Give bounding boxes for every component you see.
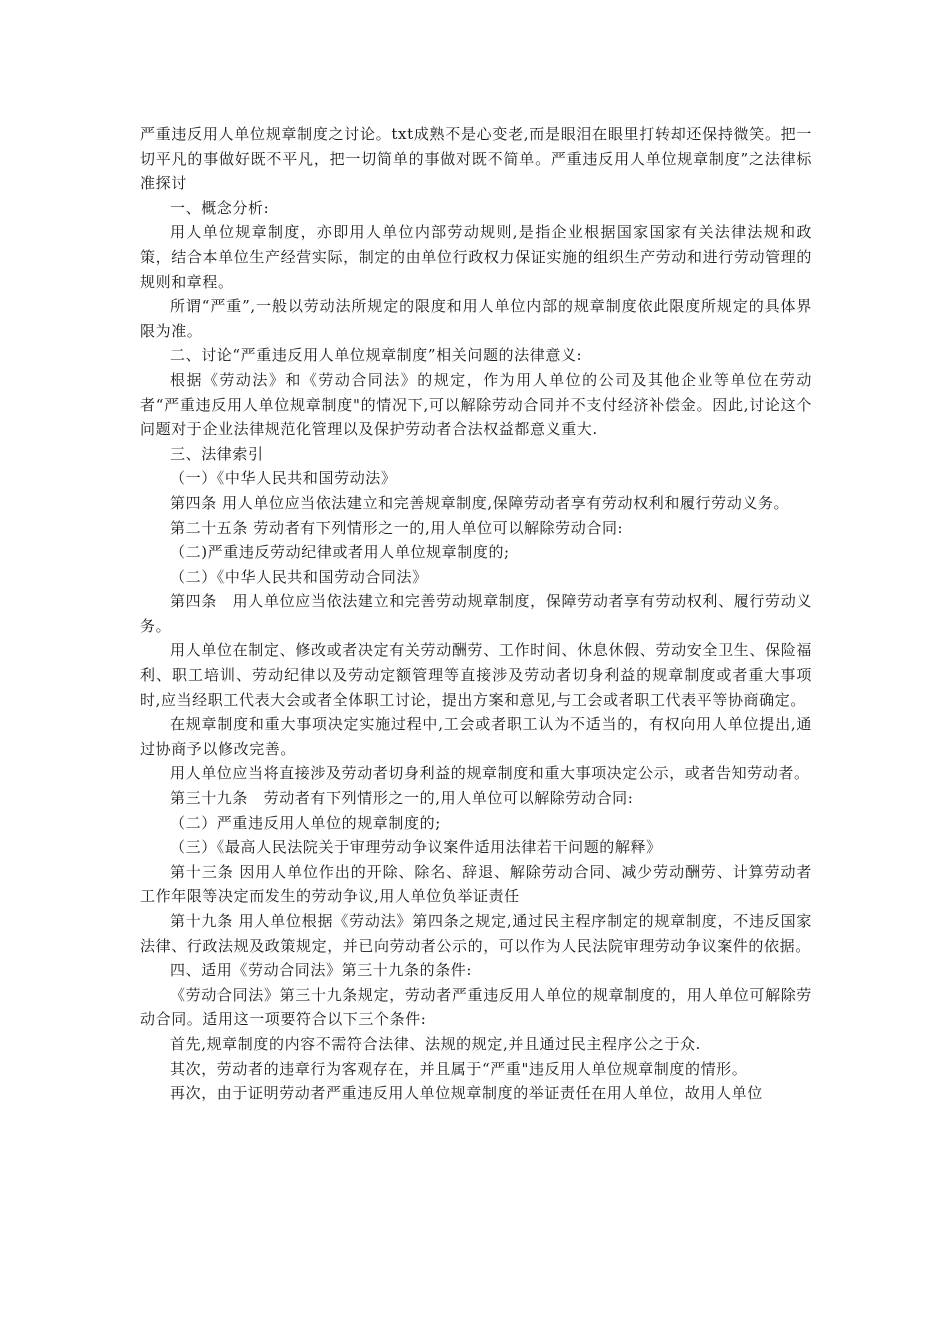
paragraph-serious-meaning: 所谓“严重”,一般以劳动法所规定的限度和用人单位内部的规章制度依此限度所规定的具体界限为准。 [140,297,812,340]
subheading-labor-contract-law: （二）《中华人民共和国劳动合同法》 [170,567,428,586]
subheading-labor-law: （一）《中华人民共和国劳动法》 [170,469,397,488]
paragraph-rule-making: 用人单位在制定、修改或者决定有关劳动酬劳、工作时间、休息休假、劳动安全卫生、保险福利、职工培训、劳动纪律以及劳动定额管理等直接涉及劳动者切身利益的规章制度或者重大事项时,应当经职工代表大会或者全体职工讨论，提出方案和意见,与工会或者职工代表平等协商确定。 [140,641,812,709]
section-heading-conditions: 四、适用《劳动合同法》第三十九条的条件: [170,961,473,980]
intro-paragraph: 严重违反用人单位规章制度之讨论。txt成熟不是心变老,而是眼泪在眼里打转却还保持微笑。把一切平凡的事做好既不平凡，把一切简单的事做对既不简单。严重违反用人单位规章制度”之法律标准探讨 [140,125,812,193]
article-25-labor-law: 第二十五条 劳动者有下列情形之一的,用人单位可以解除劳动合同: [170,518,624,537]
section-heading-concept: 一、概念分析: [170,198,270,217]
article-25-item-2: （二)严重违反劳动纪律或者用人单位规章制度的; [170,543,510,562]
paragraph-implementation: 在规章制度和重大事项决定实施过程中,工会或者职工认为不适当的，有权向用人单位提出,通过协商予以修改完善。 [140,715,812,758]
section-heading-legal-index: 三、法律索引 [170,444,264,463]
paragraph-legal-significance: 根据《劳动法》和《劳动合同法》的规定，作为用人单位的公司及其他企业等单位在劳动者“严重违反用人单位规章制度"的情况下,可以解除劳动合同并不支付经济补偿金。因此,讨论这个问题对于企业法律规范化管理以及保护劳动者合法权益都意义重大. [140,370,812,439]
article-4-contract-law: 第四条 用人单位应当依法建立和完善劳动规章制度，保障劳动者享有劳动权利、履行劳动义务。 [140,592,812,635]
paragraph-definition: 用人单位规章制度，亦即用人单位内部劳动规则,是指企业根据国家国家有关法律法规和政策，结合本单位生产经营实际，制定的由单位行政权力保证实施的组织生产劳动和进行劳动管理的规则和章程。 [140,223,812,291]
document-body [140,122,812,1106]
article-39-contract-law: 第三十九条 劳动者有下列情形之一的,用人单位可以解除劳动合同: [170,789,634,808]
section-heading-legal-significance: 二、讨论“严重违反用人单位规章制度”相关问题的法律意义: [170,346,583,365]
paragraph-condition-second: 其次，劳动者的违章行为客观存在，并且属于“严重"违反用人单位规章制度的情形。 [170,1059,748,1078]
article-39-item-2: （二）严重违反用人单位的规章制度的; [170,813,441,832]
article-4-labor-law: 第四条 用人单位应当依法建立和完善规章制度,保障劳动者享有劳动权利和履行劳动义务。 [170,493,790,512]
article-13-interpretation: 第十三条 因用人单位作出的开除、除名、辞退、解除劳动合同、减少劳动酬劳、计算劳动者工作年限等决定而发生的劳动争议,用人单位负举证责任 [140,862,812,906]
subheading-supreme-court-interpretation: （三）《最高人民法院关于审理劳动争议案件适用法律若干问题的解释》 [170,838,662,857]
paragraph-article-39-rule: 《劳动合同法》第三十九条规定，劳动者严重违反用人单位的规章制度的，用人单位可解除劳动合同。适用这一项要符合以下三个条件: [140,985,812,1029]
paragraph-condition-third: 再次，由于证明劳动者严重违反用人单位规章制度的举证责任在用人单位，故用人单位 [170,1084,763,1103]
paragraph-publication: 用人单位应当将直接涉及劳动者切身利益的规章制度和重大事项决定公示，或者告知劳动者。 [170,764,810,783]
article-19-interpretation: 第十九条 用人单位根据《劳动法》第四条之规定,通过民主程序制定的规章制度，不违反国家法律、行政法规及政策规定，并已向劳动者公示的，可以作为人民法院审理劳动争议案件的依据。 [140,912,812,955]
paragraph-condition-first: 首先,规章制度的内容不需符合法律、法规的规定,并且通过民主程序公之于众. [170,1034,701,1053]
